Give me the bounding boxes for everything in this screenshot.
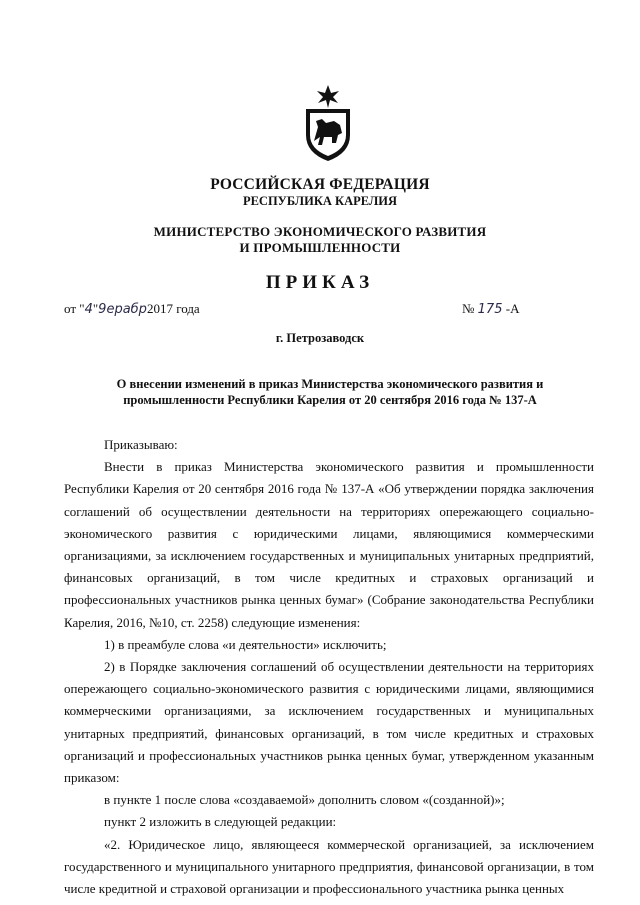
number-prefix: № xyxy=(462,301,475,316)
ministry-heading-line1: МИНИСТЕРСТВО ЭКОНОМИЧЕСКОГО РАЗВИТИЯ xyxy=(153,224,487,239)
karelia-coat-of-arms-icon xyxy=(300,83,356,163)
order-number xyxy=(462,301,519,317)
paragraph-quote: «2. Юридическое лицо, являющееся коммерческой организацией, за исключением государственного и муниципального унитарного предприятия, финансовой организации, в том числе кредитной и страховой организации и профессионального участника рынка ценных xyxy=(64,836,594,897)
date-mid: " xyxy=(92,301,99,316)
paragraph-point-2: пункт 2 изложить в следующей редакции: xyxy=(104,814,337,830)
date-suffix: 2017 года xyxy=(146,301,200,316)
subject-line2: промышленности Республики Карелия от 20 сентября 2016 года № 137-А xyxy=(123,393,537,407)
country-heading: РОССИЙСКАЯ ФЕДЕРАЦИЯ xyxy=(210,176,430,193)
date-day-handwritten: 4 xyxy=(84,302,93,317)
republic-heading: РЕСПУБЛИКА КАРЕЛИЯ xyxy=(242,194,398,208)
date-prefix: от " xyxy=(64,301,85,316)
paragraph-point-1: в пункте 1 после слова «создаваемой» дополнить словом «(созданной)»; xyxy=(104,792,505,808)
number-handwritten: 175 xyxy=(477,302,503,317)
city-line: г. Петрозаводск xyxy=(275,331,365,345)
order-subject xyxy=(100,376,560,408)
document-type-heading: ПРИКАЗ xyxy=(265,272,375,293)
subject-line1: О внесении изменений в приказ Министерства экономического развития и xyxy=(116,377,544,391)
number-suffix: -А xyxy=(505,301,520,316)
order-body xyxy=(64,434,594,900)
ministry-heading xyxy=(0,224,640,256)
date-month-handwritten: 9ерабр xyxy=(98,302,147,317)
paragraph-main: Внести в приказ Министерства экономического развития и промышленности Республики Карелия от 20 сентября 2016 года № 137-А «Об утверждении порядка заключения соглашений об осуществлении деятельности на территориях опережающего социально-экономического развития с юридическими лицами, являющимися коммерческими организациями, за исключением государственных и муниципальных унитарных предприятий, финансовых организаций, в том числе кредитных и страховых организаций и профессиональных участников рынка ценных бумаг» (Собрание законодательства Республики Карелия, 2016, №10, ст. 2258) следующие изменения: xyxy=(64,459,594,630)
paragraph-order: Приказываю: xyxy=(104,437,178,452)
ministry-heading-line2: И ПРОМЫШЛЕННОСТИ xyxy=(239,240,401,255)
paragraph-item-1: 1) в преамбуле слова «и деятельности» исключить; xyxy=(104,636,387,652)
paragraph-item-2: 2) в Порядке заключения соглашений об осуществлении деятельности на территориях опережающего социально-экономического развития с юридическими лицами, являющимися коммерческими организациями, за исключением государственных и муниципальных унитарных предприятий, финансовых организаций, в том числе кредитных и страховых организаций и профессиональных участников рынка ценных бумаг, утвержденном указанным приказом: xyxy=(64,659,594,786)
order-date xyxy=(64,301,200,317)
